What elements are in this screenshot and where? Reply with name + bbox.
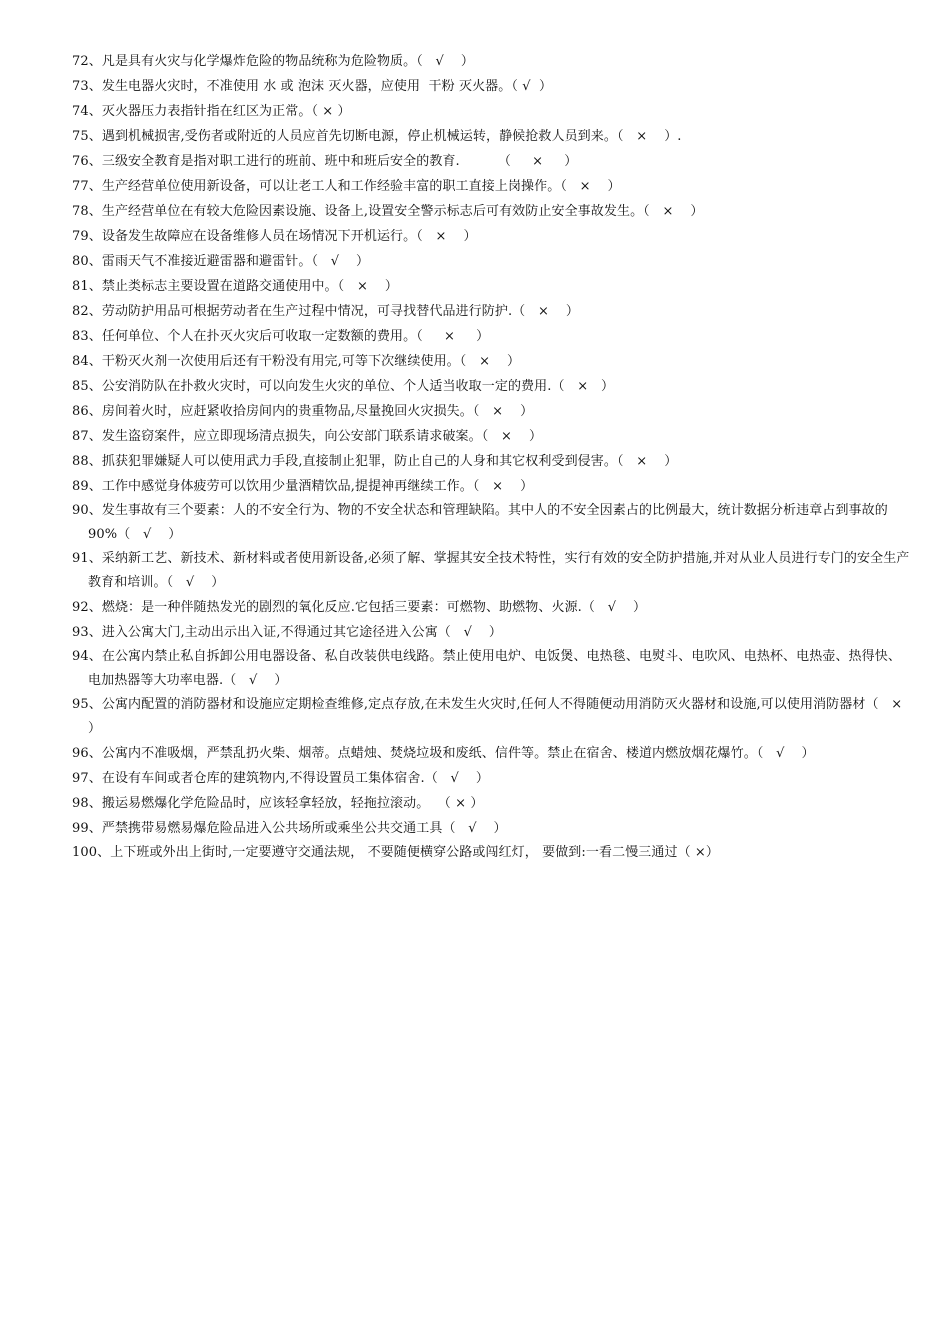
question-90: 90、发生事故有三个要素：人的不安全行为、物的不安全状态和管理缺陷。其中人的不安全因素占的比例最大，统计数据分析违章占到事故的90%（ √ ） bbox=[72, 503, 888, 542]
question-88: 88、抓获犯罪嫌疑人可以使用武力手段,直接制止犯罪，防止自己的人身和其它权利受到侵害。（ × ） bbox=[72, 454, 678, 469]
question-73: 73、发生电器火灾时，不准使用 水 或 泡沫 灭火器，应使用 干粉 灭火器。（ √ ） bbox=[72, 79, 553, 94]
question-77: 77、生产经营单位使用新设备，可以让老工人和工作经验丰富的职工直接上岗操作。（ × ） bbox=[72, 179, 621, 194]
question-81: 81、禁止类标志主要设置在道路交通使用中。（ × ） bbox=[72, 279, 398, 294]
question-85: 85、公安消防队在扑救火灾时，可以向发生火灾的单位、个人适当收取一定的费用.（ × ） bbox=[72, 379, 615, 394]
question-72: 72、凡是具有火灾与化学爆炸危险的物品统称为危险物质。（ √ ） bbox=[72, 54, 474, 69]
question-80: 80、雷雨天气不准接近避雷器和避雷针。（ √ ） bbox=[72, 254, 370, 269]
question-83: 83、任何单位、个人在扑灭火灾后可收取一定数额的费用。（ × ） bbox=[72, 329, 490, 344]
question-95: 95、公寓内配置的消防器材和设施应定期检查维修,定点存放,在未发生火灾时,任何人不得随便动用消防灭火器材和设施,可以使用消防器材（ × ） bbox=[72, 697, 920, 736]
question-96: 96、公寓内不准吸烟，严禁乱扔火柴、烟蒂。点蜡烛、焚烧垃圾和废纸、信件等。禁止在宿舍、楼道内燃放烟花爆竹。（ √ ） bbox=[72, 746, 815, 761]
question-79: 79、设备发生故障应在设备维修人员在场情况下开机运行。（ × ） bbox=[72, 229, 477, 244]
question-93: 93、进入公寓大门,主动出示出入证,不得通过其它途径进入公寓（ √ ） bbox=[72, 625, 503, 640]
question-84: 84、干粉灭火剂一次使用后还有干粉没有用完,可等下次继续使用。（ × ） bbox=[72, 354, 521, 369]
question-100: 100、上下班或外出上街时,一定要遵守交通法规， 不要随便横穿公路或闯红灯， 要做到:一看二慢三通过（ ×） bbox=[72, 845, 720, 860]
question-92: 92、燃烧：是一种伴随热发光的剧烈的氧化反应.它包括三要素：可燃物、助燃物、火源.（ √ ） bbox=[72, 600, 647, 615]
question-94: 94、在公寓内禁止私自拆卸公用电器设备、私自改装供电线路。禁止使用电炉、电饭煲、电热毯、电熨斗、电吹风、电热杯、电热壶、热得快、电加热器等大功率电器.（ √ ） bbox=[72, 649, 901, 688]
question-76: 76、三级安全教育是指对职工进行的班前、班中和班后安全的教育. （ × ） bbox=[72, 154, 578, 169]
question-98: 98、搬运易燃爆化学危险品时，应该轻拿轻放，轻拖拉滚动。 （ × ） bbox=[72, 796, 484, 811]
question-list bbox=[72, 49, 920, 865]
question-99: 99、严禁携带易燃易爆危险品进入公共场所或乘坐公共交通工具（ √ ） bbox=[72, 821, 507, 836]
question-87: 87、发生盗窃案件，应立即现场清点损失，向公安部门联系请求破案。（ × ） bbox=[72, 429, 543, 444]
question-86: 86、房间着火时，应赶紧收拾房间内的贵重物品,尽量挽回火灾损失。（ × ） bbox=[72, 404, 534, 419]
question-78: 78、生产经营单位在有较大危险因素设施、设备上,设置安全警示标志后可有效防止安全事故发生。（ × ） bbox=[72, 204, 704, 219]
question-91: 91、采纳新工艺、新技术、新材料或者使用新设备,必须了解、掌握其安全技术特性，实行有效的安全防护措施,并对从业人员进行专门的安全生产教育和培训。（ √ ） bbox=[72, 551, 910, 590]
question-82: 82、劳动防护用品可根据劳动者在生产过程中情况，可寻找替代品进行防护.（ × ） bbox=[72, 304, 579, 319]
question-97: 97、在设有车间或者仓库的建筑物内,不得设置员工集体宿舍.（ √ ） bbox=[72, 771, 489, 786]
question-74: 74、灭火器压力表指针指在红区为正常。（ × ） bbox=[72, 104, 351, 119]
question-89: 89、工作中感觉身体疲劳可以饮用少量酒精饮品,提提神再继续工作。（ × ） bbox=[72, 479, 534, 494]
question-75: 75、遇到机械损害,受伤者或附近的人员应首先切断电源，停止机械运转，静候抢救人员到来。（ × ）. bbox=[72, 129, 682, 144]
